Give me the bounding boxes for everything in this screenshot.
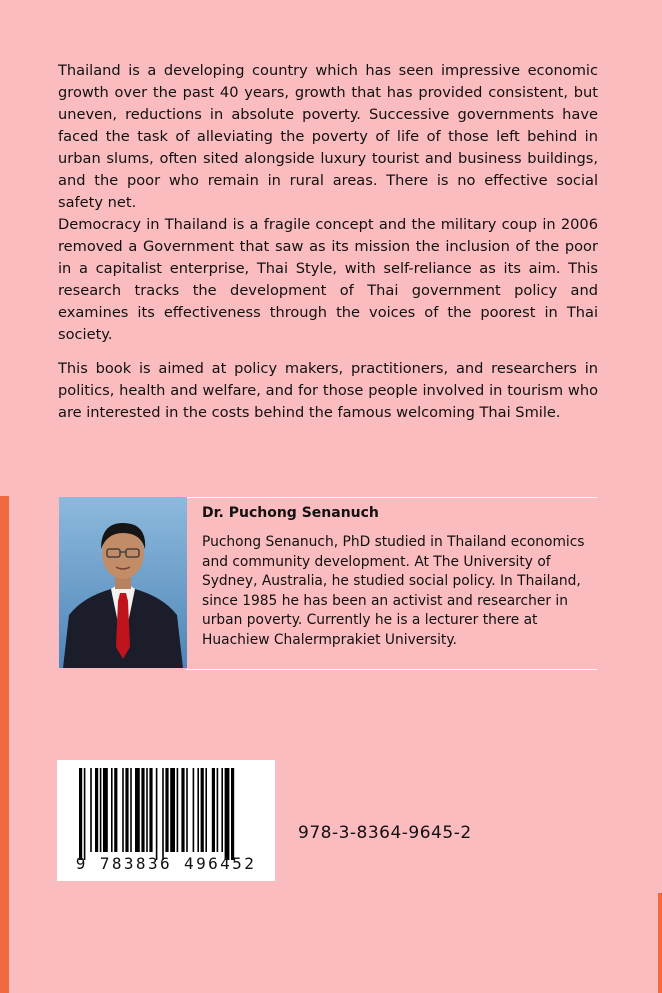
isbn-barcode — [57, 760, 275, 881]
barcode-bar — [125, 768, 128, 852]
barcode-bar — [149, 768, 152, 852]
barcode-bar — [130, 768, 132, 852]
barcode-bar — [217, 768, 219, 852]
barcode-bar — [114, 768, 117, 852]
barcode-bar — [181, 768, 184, 852]
barcode-bar — [201, 768, 204, 852]
blurb-paragraph-1: Thailand is a developing country which has seen impressive economic growth over the past 40 years, growth that has provided consistent, but uneven, reductions in absolute poverty. Successive governments have faced the task of alleviating the poverty of life of those left behind in urban slums, often sited alongside luxury tourist and business buildings, and the poor who remain in rural areas. There is no effective social safety net. — [58, 62, 598, 211]
author-photo — [59, 497, 187, 668]
barcode-digits: 9 783836 496452 — [75, 854, 257, 873]
barcode-bar — [156, 768, 158, 860]
barcode-bar — [90, 768, 92, 852]
barcode-bar — [205, 768, 207, 852]
barcode-bar — [186, 768, 188, 852]
barcode-bar — [221, 768, 223, 852]
blurb-paragraph-3: This book is aimed at policy makers, practitioners, and researchers in politics, health and welfare, and for those people involved in tourism who are interested in the costs behind the famous welcoming Thai Smile. — [58, 360, 598, 421]
barcode-bar — [146, 768, 148, 852]
barcode-bar — [141, 768, 144, 852]
left-accent-bar — [0, 496, 9, 993]
barcode-bar — [177, 768, 179, 852]
barcode-bar — [100, 768, 102, 852]
barcode-bar — [193, 768, 195, 852]
author-bio: Puchong Senanuch, PhD studied in Thailand economics and community development. At The University of Sydney, Australia, he studied social policy. In Thailand, since 1985 he has been an activist and researcher in urban poverty. Currently he is a lecturer there at Huachiew Chalermprakiet University. — [202, 534, 585, 648]
barcode-bar — [103, 768, 108, 852]
barcode-bar — [162, 768, 164, 860]
barcode-bar — [135, 768, 140, 852]
barcode-bar — [170, 768, 175, 852]
barcode-bar — [84, 768, 86, 860]
blurb-paragraph-2: Democracy in Thailand is a fragile concept and the military coup in 2006 removed a Government that saw as its mission the inclusion of the poor in a capitalist enterprise, Thai Style, with self-reliance as its aim. This research tracks the development of Thai government policy and examines its effectiveness through the voices of the poorest in Thai society. — [58, 216, 598, 343]
barcode-bar — [231, 768, 234, 860]
barcode-bar — [225, 768, 230, 860]
barcode-bar — [165, 768, 168, 852]
barcode-bar — [122, 768, 124, 852]
barcode-bar — [197, 768, 199, 852]
isbn-number: 978-3-8364-9645-2 — [298, 823, 472, 843]
author-name: Dr. Puchong Senanuch — [202, 505, 379, 521]
back-cover-blurb — [58, 60, 598, 424]
right-accent-bar — [658, 893, 662, 993]
barcode-bar — [95, 768, 98, 852]
barcode-bar — [111, 768, 113, 852]
barcode-bar — [79, 768, 82, 860]
author-section-top-rule — [186, 497, 597, 498]
author-section-bottom-rule — [186, 669, 597, 670]
barcode-bar — [212, 768, 215, 852]
